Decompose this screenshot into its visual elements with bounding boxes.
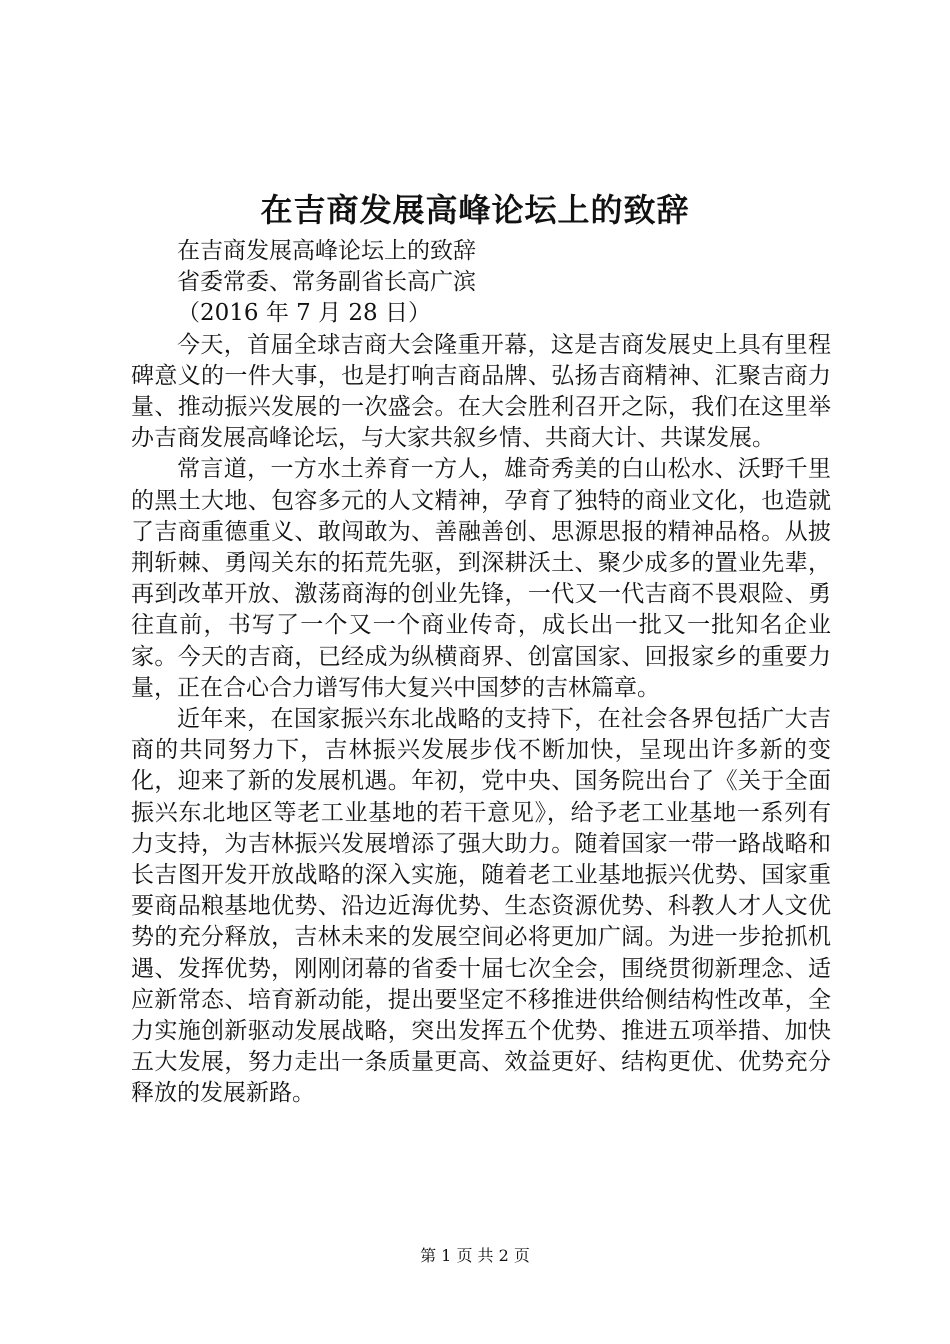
paragraph: 常言道，一方水土养育一方人，雄奇秀美的白山松水、沃野千里的黑土大地、包容多元的人文精神，孕育了独特的商业文化，也造就了吉商重德重义、敢闯敢为、善融善创、思源思报的精神品格。从披荆斩棘、勇闯关东的拓荒先驱，到深耕沃土、聚少成多的置业先辈，再到改革开放、激荡商海的创业先锋，一代又一代吉商不畏艰险、勇往直前，书写了一个又一个商业传奇，成长出一批又一批知名企业家。今天的吉商，已经成为纵横商界、创富国家、回报家乡的重要力量，正在合心合力谱写伟大复兴中国梦的吉林篇章。 (131, 456, 831, 701)
document-date: （2016 年 7 月 28 日） (177, 300, 431, 327)
page-footer: 第 1 页 共 2 页 (420, 1246, 530, 1265)
document-body (131, 236, 831, 1110)
document-title: 在吉商发展高峰论坛上的致辞 (260, 191, 690, 229)
document-subtitle: 在吉商发展高峰论坛上的致辞 (177, 238, 476, 264)
paragraph: 今天，首届全球吉商大会隆重开幕，这是吉商发展史上具有里程碑意义的一件大事，也是打响吉商品牌、弘扬吉商精神、汇聚吉商力量、推动振兴发展的一次盛会。在大会胜利召开之际，我们在这里举办吉商发展高峰论坛，与大家共叙乡情、共商大计、共谋发展。 (131, 331, 831, 452)
document-author: 省委常委、常务副省长高广滨 (177, 269, 476, 296)
paragraph: 近年来，在国家振兴东北战略的支持下，在社会各界包括广大吉商的共同努力下，吉林振兴发展步伐不断加快，呈现出许多新的变化，迎来了新的发展机遇。年初，党中央、国务院出台了《关于全面振兴东北地区等老工业基地的若干意见》，给予老工业基地一系列有力支持，为吉林振兴发展增添了强大助力。随着国家一带一路战略和长吉图开发开放战略的深入实施，随着老工业基地振兴优势、国家重要商品粮基地优势、沿边近海优势、生态资源优势、科教人才人文优势的充分释放，吉林未来的发展空间必将更加广阔。为进一步抢抓机遇、发挥优势，刚刚闭幕的省委十届七次全会，围绕贯彻新理念、适应新常态、培育新动能，提出要坚定不移推进供给侧结构性改革，全力实施创新驱动发展战略，突出发挥五个优势、推进五项举措、加快五大发展，努力走出一条质量更高、效益更好、结构更优、优势充分释放的发展新路。 (131, 706, 831, 1107)
